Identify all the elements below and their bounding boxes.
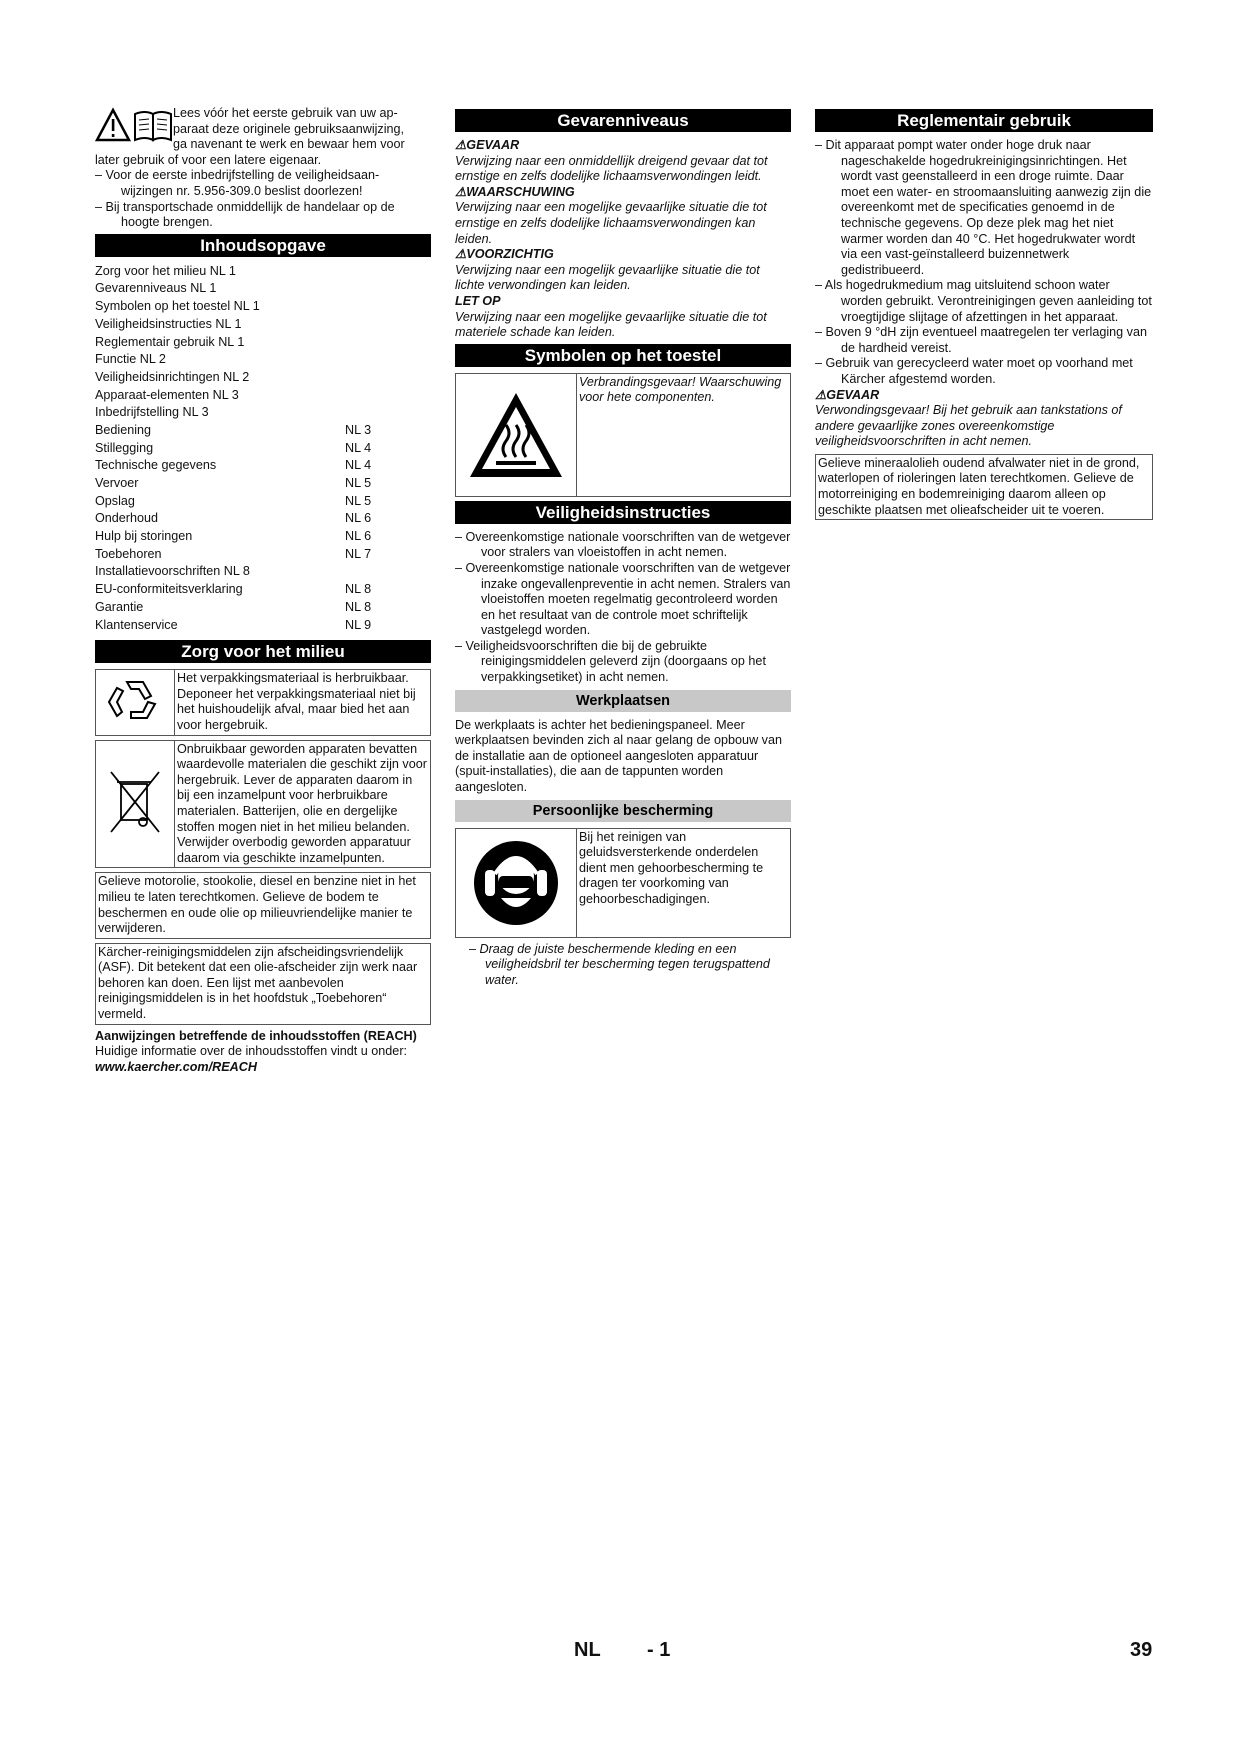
safety-item: – Veiligheidsvoorschriften die bij de gebruikte reinigingsmiddelen geleverd zijn (doorgaans op het verpakkingsetiket) in acht nemen. (455, 638, 766, 685)
asf-notice: Kärcher-reinigingsmiddelen zijn afscheidingsvriendelijk (ASF). Dit betekent dat een olie-afscheider zijn werk naar behoren kan doen. Een lijst met aanbevolen reinigingsmiddelen is in het hoofdstuk „Toebehoren“ vermeld. (95, 943, 431, 1025)
toc-item-title: Opslag (95, 493, 135, 508)
toc-item[interactable] (95, 617, 431, 635)
toc-item[interactable] (95, 599, 431, 617)
intro-line-4: later gebruik of voor een latere eigenaar. (95, 152, 322, 167)
toc-item-title: EU-conformiteitsverklaring (95, 582, 243, 597)
level-label: ⚠GEVAAR (455, 138, 520, 152)
recycle-text: Het verpakkingsmateriaal is herbruikbaar. Deponeer het verpakkingsmateriaal niet bij het huishoudelijk afval, maar bied het aan voor hergebruik. (177, 671, 416, 732)
intro-bullet: – Voor de eerste inbedrijfstelling de veiligheidsaan-wijzingen nr. 5.956-309.0 beslist doorlezen! (95, 168, 380, 198)
crossed-bin-icon (96, 741, 175, 868)
recycle-icon (96, 670, 175, 734)
toc-item-title: Symbolen op het toestel NL 1 (95, 299, 260, 314)
table-of-contents (95, 263, 431, 634)
hot-surface-row (455, 373, 791, 497)
hot-surface-warning-icon (456, 374, 577, 496)
toc-item-title: Klantenservice (95, 617, 178, 632)
recycle-row (95, 669, 431, 735)
toc-item-title: Zorg voor het milieu NL 1 (95, 263, 236, 278)
warning-manual-icon (95, 106, 173, 150)
intro-line-2: paraat deze originele gebruiksaanwijzing, (173, 121, 405, 136)
workplaces-text: De werkplaats is achter het bedieningspaneel. Meer werkplaatsen bevinden zich al naar gelang de opbouw van de installatie aan de optioneel aangesloten apparatuur (spuit-installaties), die aan de tappunten worden aangesloten. (455, 717, 782, 795)
toc-item[interactable] (95, 493, 431, 511)
intro-bullet: – Bij transportschade onmiddellijk de handelaar op de hoogte brengen. (95, 199, 395, 230)
toc-item[interactable] (95, 263, 431, 281)
toc-item-page: NL 6 (345, 511, 372, 526)
toc-item-page: NL 9 (345, 617, 372, 632)
intro-line-3: ga navenant te werk en bewaar hem voor (173, 137, 405, 152)
use-item: – Dit apparaat pompt water onder hoge druk naar nageschakelde hogedrukreinigingsinrichtingen. Het wordt vast geenstalleerd in een droge ruimte. Daar moet een water- en stroomaansluiting aanwezig zijn die overeenkomt met de specificaties genoemd in de technische gegevens. Op deze plek mag het niet warmer worden dan 40 °C. Het hogedrukwater wordt via een vast-geïnstalleerd buizennetwerk gedistribueerd. (815, 138, 1152, 277)
column-right (815, 106, 1153, 524)
toc-item[interactable] (95, 546, 431, 564)
toc-item[interactable] (95, 280, 431, 298)
hazard-levels (455, 138, 791, 341)
toc-item-title: Inbedrijfstelling NL 3 (95, 405, 209, 420)
toc-item[interactable] (95, 422, 431, 440)
toc-item[interactable] (95, 387, 431, 405)
toc-item-title: Technische gegevens (95, 458, 217, 473)
toc-item-title: Reglementair gebruik NL 1 (95, 334, 245, 349)
toc-item[interactable] (95, 351, 431, 369)
toc-item-title: Garantie (95, 599, 144, 614)
toc-item-page: NL 4 (345, 440, 372, 455)
intro-line-1: Lees vóór het eerste gebruik van uw ap- (173, 106, 398, 120)
toc-item-title: Functie NL 2 (95, 352, 166, 367)
level-text: Verwijzing naar een mogelijke gevaarlijke situatie die tot ernstige en zelfs dodelijke lichaamsverwondingen kan leiden. (455, 200, 767, 246)
toc-item-title: Onderhoud (95, 511, 159, 526)
toc-item-title: Veiligheidsinrichtingen NL 2 (95, 369, 250, 384)
toc-item-title: Toebehoren (95, 546, 162, 561)
toc-item-title: Bediening (95, 422, 152, 437)
toc-item[interactable] (95, 457, 431, 475)
level-text: Verwijzing naar een onmiddellijk dreigend gevaar dat tot ernstige en zelfs dodelijke lichaamsverwondingen leidt. (455, 153, 768, 184)
toc-item[interactable] (95, 404, 431, 422)
use-item: – Gebruik van gerecycleerd water moet op voorhand met Kärcher afgestemd worden. (815, 356, 1133, 386)
toc-item-title: Vervoer (95, 476, 139, 490)
ppe-text: Bij het reinigen van geluidsversterkende onderdelen dient men gehoorbescherming te dragen ter voorkoming van gehoorbeschadigingen. (579, 829, 764, 906)
symbols-heading: Symbolen op het toestel (455, 344, 791, 367)
level-text: Verwijzing naar een mogelijk gevaarlijke situatie die tot lichte verwondingen kan leiden. (455, 262, 760, 293)
toc-item[interactable] (95, 298, 431, 316)
column-middle (455, 106, 791, 988)
toc-item-title: Apparaat-elementen NL 3 (95, 387, 239, 402)
toc-item-title: Veiligheidsinstructies NL 1 (95, 316, 242, 331)
reach-link[interactable]: www.kaercher.com/REACH (95, 1059, 257, 1074)
ear-eye-protection-icon (456, 829, 577, 937)
weee-text: Onbruikbaar geworden apparaten bevatten waardevolle materialen die geschikt zijn voor hergebruik. Lever de apparaten daarom in bij een inzamelpunt voor herbruikbare materialen. Batterijen, olie en dergelijke stoffen mogen niet in het milieu belanden. Verwijder overbodig geworden apparatuur daarom via geschikte inzamelpunten. (177, 741, 427, 865)
reach-title: Aanwijzingen betreffende de inhoudsstoffen (REACH) (95, 1028, 417, 1043)
level-label: LET OP (455, 293, 501, 308)
column-left (95, 106, 431, 1075)
toc-item-page: NL 6 (345, 529, 372, 544)
level-label: ⚠WAARSCHUWING (455, 184, 575, 199)
ppe-heading: Persoonlijke bescherming (455, 800, 791, 822)
toc-item-page: NL 8 (345, 599, 372, 614)
toc-item-page: NL 3 (345, 422, 372, 437)
toc-item[interactable] (95, 563, 431, 581)
toc-item[interactable] (95, 369, 431, 387)
toc-item[interactable] (95, 510, 431, 528)
ppe-note: – Draag de juiste beschermende kleding en een veiligheidsbril ter bescherming tegen terugspattend water. (469, 941, 770, 987)
use-item: – Boven 9 °dH zijn eventueel maatregelen ter verlaging van de hardheid vereist. (815, 325, 1147, 355)
toc-item[interactable] (95, 334, 431, 352)
toc-item-page: NL 7 (345, 546, 372, 561)
toc-item[interactable] (95, 581, 431, 599)
danger-text: Verwondingsgevaar! Bij het gebruik aan tankstations of andere gevaarlijke zones overeenkomstige veiligheidsvoorschriften in acht nemen. (815, 403, 1122, 449)
page-number: 39 (1130, 1639, 1153, 1661)
reach-text: Huidige informatie over de inhoudsstoffen vindt u onder: (95, 1044, 408, 1059)
footer-subpage: - 1 (647, 1639, 671, 1661)
toc-item-title: Gevarenniveaus NL 1 (95, 281, 217, 296)
toc-item-title: Stillegging (95, 440, 154, 455)
intro-block (95, 106, 431, 231)
level-label: ⚠VOORZICHTIG (455, 247, 554, 262)
safety-item: – Overeenkomstige nationale voorschriften van de wetgever voor stralers van vloeistoffen in acht nemen. (455, 529, 791, 560)
footer-language: NL (574, 1639, 601, 1661)
oil-notice: Gelieve motorolie, stookolie, diesel en benzine niet in het milieu te laten terechtkomen. Gelieve de bodem te beschermen en oude olie op milieuvriendelijke manier te verwijderen. (95, 872, 431, 938)
safety-heading: Veiligheidsinstructies (455, 501, 791, 524)
toc-item-title: Installatievoorschriften NL 8 (95, 564, 250, 579)
level-text: Verwijzing naar een mogelijke gevaarlijke situatie die tot materiele schade kan leiden. (455, 309, 767, 340)
toc-item[interactable] (95, 316, 431, 334)
toc-item-title: Hulp bij storingen (95, 529, 193, 544)
danger-label: ⚠GEVAAR (815, 387, 880, 402)
toc-item[interactable] (95, 475, 431, 493)
workplaces-heading: Werkplaatsen (455, 690, 791, 712)
levels-heading: Gevarenniveaus (455, 109, 791, 132)
toc-item[interactable] (95, 528, 431, 546)
waste-water-notice: Gelieve mineraalolieh oudend afvalwater niet in de grond, waterlopen of rioleringen laten terechtkomen. Gelieve de motorreiniging en bodemreiniging daarom alleen op geschikte plaatsen met olieafscheider uit te voeren. (815, 454, 1153, 520)
use-item: – Als hogedrukmedium mag uitsluitend schoon water worden gebruikt. Verontreinigingen geven aanleiding tot vroegtijdige slijtage of afzettingen in het apparaat. (815, 278, 1152, 324)
toc-heading: Inhoudsopgave (95, 234, 431, 257)
use-heading: Reglementair gebruik (815, 109, 1153, 132)
toc-item-page: NL 4 (345, 458, 372, 473)
weee-row (95, 740, 431, 869)
safety-item: – Overeenkomstige nationale voorschriften van de wetgever inzake ongevallenpreventie in acht nemen. Stralers van vloeistoffen moeten regelmatig gecontroleerd worden en het resultaat van de controle moet schriftelijk vastgelegd worden. (455, 560, 791, 638)
toc-item[interactable] (95, 440, 431, 458)
environment-heading: Zorg voor het milieu (95, 640, 431, 663)
toc-item-page: NL 8 (345, 582, 372, 597)
toc-item-page: NL 5 (345, 493, 372, 508)
hot-surface-text: Verbrandingsgevaar! Waarschuwing voor hete componenten. (579, 374, 782, 405)
toc-item-page: NL 5 (345, 476, 372, 490)
ppe-row (455, 828, 791, 938)
